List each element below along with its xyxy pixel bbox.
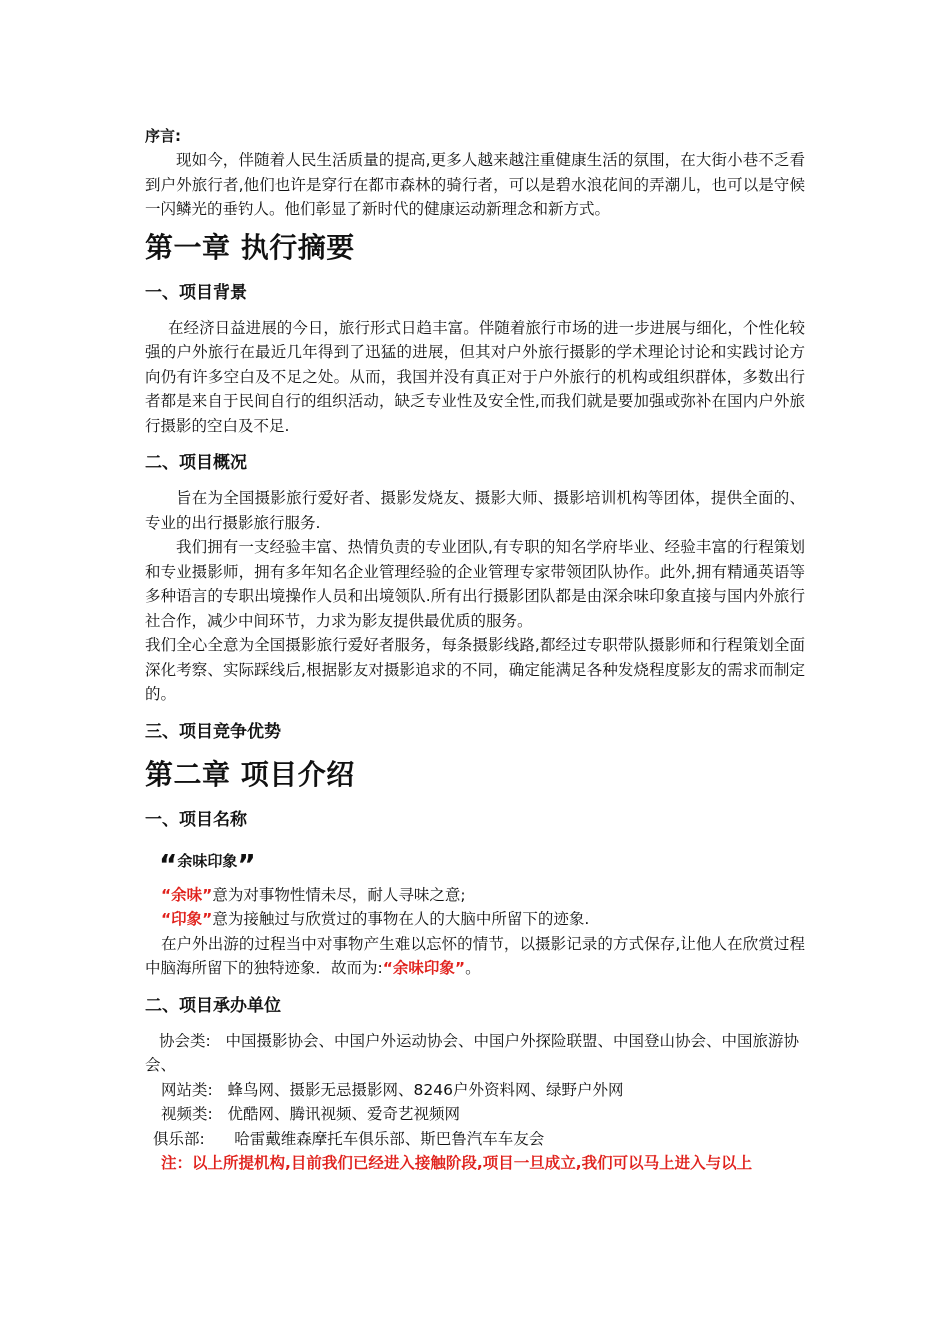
org-value: 中国摄影协会、中国户外运动协会、中国户外探险联盟、中国登山协会、中国旅游协会、 bbox=[145, 1031, 800, 1074]
brand-explanation bbox=[145, 932, 805, 981]
org-row-websites bbox=[145, 1078, 805, 1103]
brand-close-quote: ” bbox=[237, 847, 256, 881]
definition-aftertaste-term: “余味” bbox=[161, 885, 213, 904]
org-label: 协会类: bbox=[159, 1031, 211, 1050]
preface-text: 现如今，伴随着人民生活质量的提高,更多人越来越注重健康生活的氛围，在大街小巷不乏看到户外旅行者,他们也许是穿行在都市森林的骑行者，可以是碧水浪花间的弄潮儿，也可以是守候一闪鳞光的垂钓人。他们彰显了新时代的健康运动新理念和新方式。 bbox=[145, 151, 805, 218]
section-organizers: 二、项目承办单位 bbox=[145, 995, 281, 1016]
definition-impression bbox=[145, 907, 805, 932]
document-content bbox=[145, 124, 805, 1176]
overview-paragraph-3: 我们全心全意为全国摄影旅行爱好者服务，每条摄影线路,都经过专职带队摄影师和行程策划全面深化考察、实际踩线后,根据影友对摄影追求的不同，确定能满足各种发烧程度影友的需求而制定的。 bbox=[145, 636, 805, 703]
chapter-1-title: 第一章 执行摘要 bbox=[145, 230, 355, 264]
org-value: 蜂鸟网、摄影无忌摄影网、8246户外资料网、绿野户外网 bbox=[227, 1080, 624, 1099]
org-row-video bbox=[145, 1102, 805, 1127]
preface-label: 序言: bbox=[145, 127, 181, 145]
section-project-background: 一、项目背景 bbox=[145, 282, 247, 303]
definition-aftertaste bbox=[145, 883, 805, 908]
overview-paragraph-1: 旨在为全国摄影旅行爱好者、摄影发烧友、摄影大师、摄影培训机构等团体，提供全面的、专业的出行摄影旅行服务. bbox=[145, 489, 805, 532]
brand-explanation-end: 。 bbox=[465, 959, 481, 977]
org-label: 网站类: bbox=[161, 1080, 213, 1099]
organizers-note: 注：以上所提机构,目前我们已经进入接触阶段,项目一旦成立,我们可以马上进入与以上 bbox=[161, 1154, 753, 1172]
overview-paragraph-2: 我们拥有一支经验丰富、热情负责的专业团队,有专职的知名学府毕业、经验丰富的行程策划和专业摄影师，拥有多年知名企业管理经验的企业管理专家带领团队协作。此外,拥有精通英语等多种语言的专职出境操作人员和出境领队.所有出行摄影团队都是由深余味印象直接与国内外旅行社合作，减少中间环节，力求为影友提供最优质的服务。 bbox=[145, 538, 805, 630]
definition-impression-text: 意为接触过与欣赏过的事物在人的大脑中所留下的迹象. bbox=[212, 910, 590, 928]
project-background-text: 在经济日益进展的今日，旅行形式日趋丰富。伴随着旅行市场的进一步进展与细化，个性化较强的户外旅行在最近几年得到了迅猛的进展，但其对户外旅行摄影的学术理论讨论和实践讨论方向仍有许多空白及不足之处。从而，我国并没有真正对于户外旅行的机构或组织群体，多数出行者都是来自于民间自行的组织活动，缺乏专业性及安全性,而我们就是要加强或弥补在国内户外旅行摄影的空白及不足. bbox=[145, 318, 805, 435]
org-label: 视频类: bbox=[161, 1105, 213, 1123]
brand-open-quote: “ bbox=[159, 847, 178, 881]
org-value: 优酷网、腾讯视频、爱奇艺视频网 bbox=[227, 1105, 461, 1123]
chapter-2-title: 第二章 项目介绍 bbox=[145, 757, 355, 791]
section-competitive-advantage: 三、项目竞争优势 bbox=[145, 721, 281, 742]
definition-aftertaste-text: 意为对事物性情未尽，耐人寻味之意; bbox=[212, 885, 466, 904]
org-value: 哈雷戴维森摩托车俱乐部、斯巴鲁汽车车友会 bbox=[234, 1129, 545, 1148]
org-row-associations bbox=[145, 1029, 805, 1078]
brand-explanation-text: 在户外出游的过程当中对事物产生难以忘怀的情节，以摄影记录的方式保存,让他人在欣赏过程中脑海所留下的独特迹象．故而为: bbox=[145, 934, 805, 977]
section-project-name: 一、项目名称 bbox=[145, 809, 247, 830]
brand-name: 余味印象 bbox=[177, 851, 238, 870]
brand-explanation-term: “余味印象” bbox=[382, 959, 466, 977]
section-project-overview: 二、项目概况 bbox=[145, 453, 247, 473]
brand-name-heading bbox=[159, 847, 805, 879]
definition-impression-term: “印象” bbox=[161, 910, 213, 928]
org-row-clubs bbox=[145, 1127, 805, 1152]
org-label: 俱乐部: bbox=[153, 1129, 205, 1148]
